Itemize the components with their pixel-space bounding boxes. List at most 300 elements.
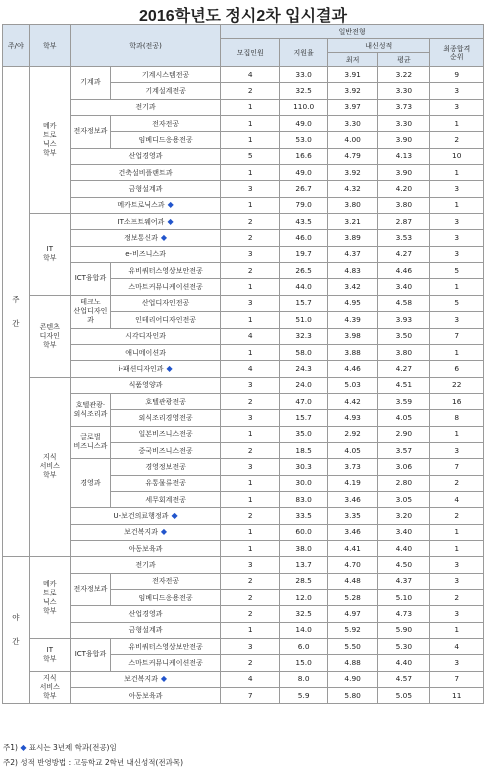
min-cell: 4.79 [328,148,378,164]
footnote-2: 주2) 성적 반영방법 : 고등학교 2학년 내신성적(전과목) [3,758,184,767]
table-row [3,573,484,589]
shift-cell: 야 간 [3,557,30,704]
avg-cell: 3.30 [378,83,430,99]
min-cell: 4.88 [328,655,378,671]
quota-cell: 1 [221,116,280,132]
quota-cell: 2 [221,393,280,409]
department-group-cell: 전자정보과 [70,573,110,606]
avg-cell: 4.27 [378,246,430,262]
rank-cell: 3 [430,442,484,458]
table-row [3,639,484,655]
rank-cell: 6 [430,361,484,377]
rate-cell: 30.3 [280,459,328,475]
quota-cell: 1 [221,99,280,115]
rank-cell: 9 [430,67,484,83]
table-row [3,557,484,573]
min-cell: 4.39 [328,312,378,328]
table-row [3,393,484,409]
avg-cell: 3.90 [378,165,430,181]
table-row [3,148,484,164]
major-cell [110,590,220,606]
min-cell: 4.90 [328,671,378,687]
quota-cell: 2 [221,442,280,458]
quota-cell: 3 [221,410,280,426]
major-cell [70,671,220,687]
table-row [3,116,484,132]
major-cell [110,573,220,589]
table-row [3,246,484,262]
table-row [3,540,484,556]
rate-cell: 110.0 [280,99,328,115]
major-label: 세무회계전공 [145,495,186,504]
avg-cell: 4.37 [378,573,430,589]
quota-cell: 4 [221,67,280,83]
major-label: i-패션디자인과 [118,364,164,373]
general-header: 일반전형 [221,25,484,39]
min-cell: 3.88 [328,344,378,360]
major-cell [110,639,220,655]
diamond-icon: ◆ [167,216,174,226]
diamond-icon: ◆ [20,743,27,752]
major-cell [70,165,220,181]
diamond-icon: ◆ [160,233,168,243]
avg-cell: 3.50 [378,328,430,344]
rank-cell: 3 [430,181,484,197]
min-cell: 4.97 [328,606,378,622]
major-cell [70,377,220,393]
quota-cell: 2 [221,590,280,606]
min-cell: 3.35 [328,508,378,524]
major-cell [70,606,220,622]
rate-cell: 60.0 [280,524,328,540]
quota-cell: 1 [221,524,280,540]
rank-cell: 3 [430,230,484,246]
table-row [3,426,484,442]
faculty-cell: 메카 트로 닉스 학부 [29,67,70,214]
quota-cell: 1 [221,132,280,148]
rate-cell: 14.0 [280,622,328,638]
avg-cell: 3.57 [378,442,430,458]
major-cell [110,295,220,311]
major-label: 스마트커뮤니케이션전공 [128,283,203,292]
avg-cell: 4.27 [378,361,430,377]
table-row [3,197,484,213]
footnote-1-text: 표시는 3년제 학과(전공)임 [28,743,117,752]
table-row [3,606,484,622]
avg-header: 평균 [378,53,430,67]
quota-cell: 2 [221,508,280,524]
quota-cell: 1 [221,622,280,638]
table-row [3,99,484,115]
rate-cell: 15.7 [280,410,328,426]
quota-cell: 4 [221,328,280,344]
quota-cell: 2 [221,263,280,279]
table-row [3,328,484,344]
rank-cell: 1 [430,426,484,442]
rate-cell: 6.0 [280,639,328,655]
rank-cell: 8 [430,410,484,426]
rank-cell: 3 [430,214,484,230]
rank-cell: 7 [430,671,484,687]
major-label: 임베디드응용전공 [138,136,193,145]
rate-cell: 33.0 [280,67,328,83]
department-group-cell: ICT융합과 [70,639,110,672]
min-cell: 3.92 [328,165,378,181]
rate-cell: 24.3 [280,361,328,377]
avg-cell: 3.90 [378,132,430,148]
quota-cell: 2 [221,606,280,622]
rank-cell: 10 [430,148,484,164]
avg-cell: 4.57 [378,671,430,687]
quota-cell: 1 [221,279,280,295]
rank-cell: 4 [430,639,484,655]
avg-cell: 2.80 [378,475,430,491]
major-label: 외식조리경영전공 [138,413,193,422]
min-cell: 3.73 [328,459,378,475]
quota-cell: 3 [221,459,280,475]
quota-cell: 4 [221,671,280,687]
shift-cell: 주 간 [3,67,30,557]
rate-cell: 28.5 [280,573,328,589]
rank-cell: 2 [430,475,484,491]
table-row [3,361,484,377]
quota-cell: 2 [221,573,280,589]
footnote-1 [3,742,117,753]
rank-cell: 3 [430,246,484,262]
min-cell: 4.48 [328,573,378,589]
rank-cell: 1 [430,344,484,360]
rate-cell: 83.0 [280,491,328,507]
avg-cell: 4.50 [378,557,430,573]
avg-cell: 4.58 [378,295,430,311]
department-group-cell: ICT융합과 [70,263,110,296]
diamond-icon: ◆ [167,200,174,210]
avg-cell: 4.40 [378,540,430,556]
rank-cell: 1 [430,165,484,181]
rate-cell: 26.5 [280,263,328,279]
quota-cell: 1 [221,197,280,213]
diamond-icon: ◆ [171,510,178,520]
major-label: IT소프트웨어과 [117,217,165,226]
quota-cell: 3 [221,246,280,262]
avg-cell: 3.30 [378,116,430,132]
major-cell [110,83,220,99]
rate-cell: 32.5 [280,606,328,622]
quota-cell: 3 [221,181,280,197]
major-cell [70,524,220,540]
department-group-cell: 글로벌 비즈니스과 [70,426,110,459]
rate-cell: 15.7 [280,295,328,311]
faculty-cell: 지식 서비스 학부 [29,671,70,704]
quota-cell: 2 [221,230,280,246]
major-label: 산업경영과 [128,610,163,619]
rate-cell: 15.0 [280,655,328,671]
major-label: 중국비즈니스전공 [138,446,193,455]
avg-cell: 4.13 [378,148,430,164]
quota-cell: 1 [221,165,280,181]
rate-cell: 16.6 [280,148,328,164]
quota-cell: 2 [221,655,280,671]
major-label: 시각디자인과 [125,332,166,341]
rate-cell: 44.0 [280,279,328,295]
avg-cell: 3.40 [378,524,430,540]
min-cell: 3.89 [328,230,378,246]
avg-cell: 3.80 [378,197,430,213]
major-label: 메카트로닉스과 [117,201,165,210]
min-cell: 3.42 [328,279,378,295]
quota-cell: 1 [221,426,280,442]
major-cell [70,508,220,524]
rank-cell: 3 [430,606,484,622]
avg-cell: 3.93 [378,312,430,328]
rate-cell: 38.0 [280,540,328,556]
table-row [3,508,484,524]
faculty-cell: 콘텐츠 디자인 학부 [29,295,70,377]
major-label: 기계시스템전공 [141,70,190,79]
table-row [3,524,484,540]
quota-cell: 7 [221,688,280,704]
major-cell [110,132,220,148]
quota-cell: 1 [221,491,280,507]
min-cell: 4.41 [328,540,378,556]
rate-cell: 47.0 [280,393,328,409]
grades-header: 내신성적 [328,39,430,53]
major-label: 전기과 [135,103,156,112]
min-cell: 4.32 [328,181,378,197]
quota-cell: 1 [221,475,280,491]
major-label: 일본비즈니스전공 [138,430,193,439]
major-cell [70,688,220,704]
final-rank-header: 최종합격 순위 [430,39,484,67]
major-cell [70,361,220,377]
major-label: 산업경영과 [128,152,163,161]
major-label: 전기과 [135,560,156,569]
quota-cell: 3 [221,295,280,311]
avg-cell: 4.05 [378,410,430,426]
major-label: 식품영양과 [128,381,163,390]
table-row [3,165,484,181]
diamond-icon: ◆ [160,527,168,537]
rate-cell: 32.3 [280,328,328,344]
major-cell [70,230,220,246]
major-cell [110,312,220,328]
rate-cell: 5.9 [280,688,328,704]
table-row [3,459,484,475]
rate-cell: 26.7 [280,181,328,197]
rank-cell: 1 [430,622,484,638]
major-cell [110,67,220,83]
major-label: 정보통신과 [124,234,158,243]
min-cell: 3.46 [328,491,378,507]
rank-cell: 1 [430,540,484,556]
major-cell [110,393,220,409]
min-cell: 2.92 [328,426,378,442]
rate-cell: 19.7 [280,246,328,262]
rank-cell: 1 [430,279,484,295]
min-cell: 4.00 [328,132,378,148]
major-label: 유비쿼터스영상보안전공 [128,266,203,275]
major-label: 스마트커뮤니케이션전공 [128,659,203,668]
major-label: 보건복지과 [124,528,158,537]
page-title: 2016학년도 정시2차 입시결과 [139,8,347,25]
major-label: e-비즈니스과 [125,250,166,259]
quota-cell: 1 [221,344,280,360]
rate-cell: 18.5 [280,442,328,458]
rate-cell: 51.0 [280,312,328,328]
avg-cell: 5.30 [378,639,430,655]
quota-cell: 4 [221,361,280,377]
rank-cell: 3 [430,99,484,115]
rate-cell: 49.0 [280,165,328,181]
quota-cell: 1 [221,312,280,328]
major-label: 기계설계전공 [145,87,186,96]
table-row [3,377,484,393]
rank-cell: 1 [430,116,484,132]
min-cell: 4.46 [328,361,378,377]
avg-cell: 3.59 [378,393,430,409]
major-cell [70,622,220,638]
table-row [3,671,484,687]
faculty-cell: IT 학부 [29,639,70,672]
department-group-cell: 호텔관광· 외식조리과 [70,393,110,426]
min-cell: 3.30 [328,116,378,132]
major-cell [110,442,220,458]
table-row [3,67,484,83]
major-label: 산업디자인전공 [141,299,190,308]
major-cell [110,491,220,507]
rate-cell: 53.0 [280,132,328,148]
rank-cell: 2 [430,508,484,524]
rate-cell: 49.0 [280,116,328,132]
faculty-cell: 메카 트로 닉스 학부 [29,557,70,639]
rank-cell: 3 [430,557,484,573]
min-cell: 3.80 [328,197,378,213]
min-cell: 4.83 [328,263,378,279]
quota-cell: 2 [221,83,280,99]
avg-cell: 5.05 [378,688,430,704]
major-label: U-보건의료행정과 [113,511,169,520]
major-label: 애니메이션과 [125,348,166,357]
major-cell [110,410,220,426]
avg-cell: 4.40 [378,655,430,671]
major-label: 유통물류전공 [145,479,186,488]
min-cell: 3.97 [328,99,378,115]
quota-cell: 2 [221,214,280,230]
major-cell [110,459,220,475]
major-cell [70,557,220,573]
rank-cell: 11 [430,688,484,704]
rate-cell: 58.0 [280,344,328,360]
faculty-cell: 지식 서비스 학부 [29,377,70,557]
major-cell [110,475,220,491]
quota-cell: 3 [221,377,280,393]
rate-cell: 32.5 [280,83,328,99]
major-label: 금형설계과 [128,626,163,635]
avg-cell: 2.87 [378,214,430,230]
table-row [3,688,484,704]
rank-cell: 1 [430,524,484,540]
min-cell: 3.21 [328,214,378,230]
major-label: 호텔관광전공 [145,397,186,406]
diamond-icon: ◆ [160,674,168,684]
min-cell: 3.92 [328,83,378,99]
major-label: 금형설계과 [128,185,163,194]
avg-cell: 3.06 [378,459,430,475]
rate-cell: 79.0 [280,197,328,213]
department-group-cell: 전자정보과 [70,116,110,149]
major-label: 아동보육과 [128,544,163,553]
department-group-cell: 경영과 [70,459,110,508]
faculty-cell: IT 학부 [29,214,70,296]
avg-cell: 3.40 [378,279,430,295]
major-cell [110,426,220,442]
min-cell: 4.95 [328,295,378,311]
avg-cell: 3.22 [378,67,430,83]
major-cell [110,655,220,671]
avg-cell: 3.80 [378,344,430,360]
avg-cell: 4.73 [378,606,430,622]
table-row [3,344,484,360]
table-row [3,181,484,197]
rate-cell: 46.0 [280,230,328,246]
major-cell [110,279,220,295]
quota-cell: 5 [221,148,280,164]
min-cell: 5.50 [328,639,378,655]
min-cell: 3.46 [328,524,378,540]
rank-cell: 4 [430,491,484,507]
min-cell: 4.93 [328,410,378,426]
avg-cell: 3.73 [378,99,430,115]
avg-cell: 4.46 [378,263,430,279]
avg-cell: 2.90 [378,426,430,442]
avg-cell: 3.20 [378,508,430,524]
rank-cell: 7 [430,459,484,475]
min-cell: 4.19 [328,475,378,491]
avg-cell: 3.05 [378,491,430,507]
department-group-cell: 테크노 산업디자인과 [70,295,110,328]
min-cell: 5.92 [328,622,378,638]
major-label: 전자전공 [152,119,180,128]
major-cell [70,540,220,556]
avg-cell: 4.51 [378,377,430,393]
min-cell: 4.70 [328,557,378,573]
major-cell [70,344,220,360]
min-cell: 5.28 [328,590,378,606]
major-cell [110,263,220,279]
table-row [3,230,484,246]
avg-cell: 5.90 [378,622,430,638]
rate-cell: 8.0 [280,671,328,687]
rate-cell: 35.0 [280,426,328,442]
major-cell [70,214,220,230]
quota-header: 모집인원 [221,39,280,67]
shift-header: 주/야 [3,25,30,67]
min-cell: 4.37 [328,246,378,262]
major-label: 인테리어디자인전공 [135,315,197,324]
quota-cell: 3 [221,639,280,655]
min-cell: 3.98 [328,328,378,344]
quota-cell: 1 [221,540,280,556]
min-header: 최저 [328,53,378,67]
min-cell: 4.05 [328,442,378,458]
avg-cell: 5.10 [378,590,430,606]
quota-cell: 3 [221,557,280,573]
table-row [3,263,484,279]
avg-cell: 4.20 [378,181,430,197]
rate-cell: 13.7 [280,557,328,573]
faculty-header: 학부 [29,25,70,67]
major-label: 임베디드응용전공 [138,593,193,602]
